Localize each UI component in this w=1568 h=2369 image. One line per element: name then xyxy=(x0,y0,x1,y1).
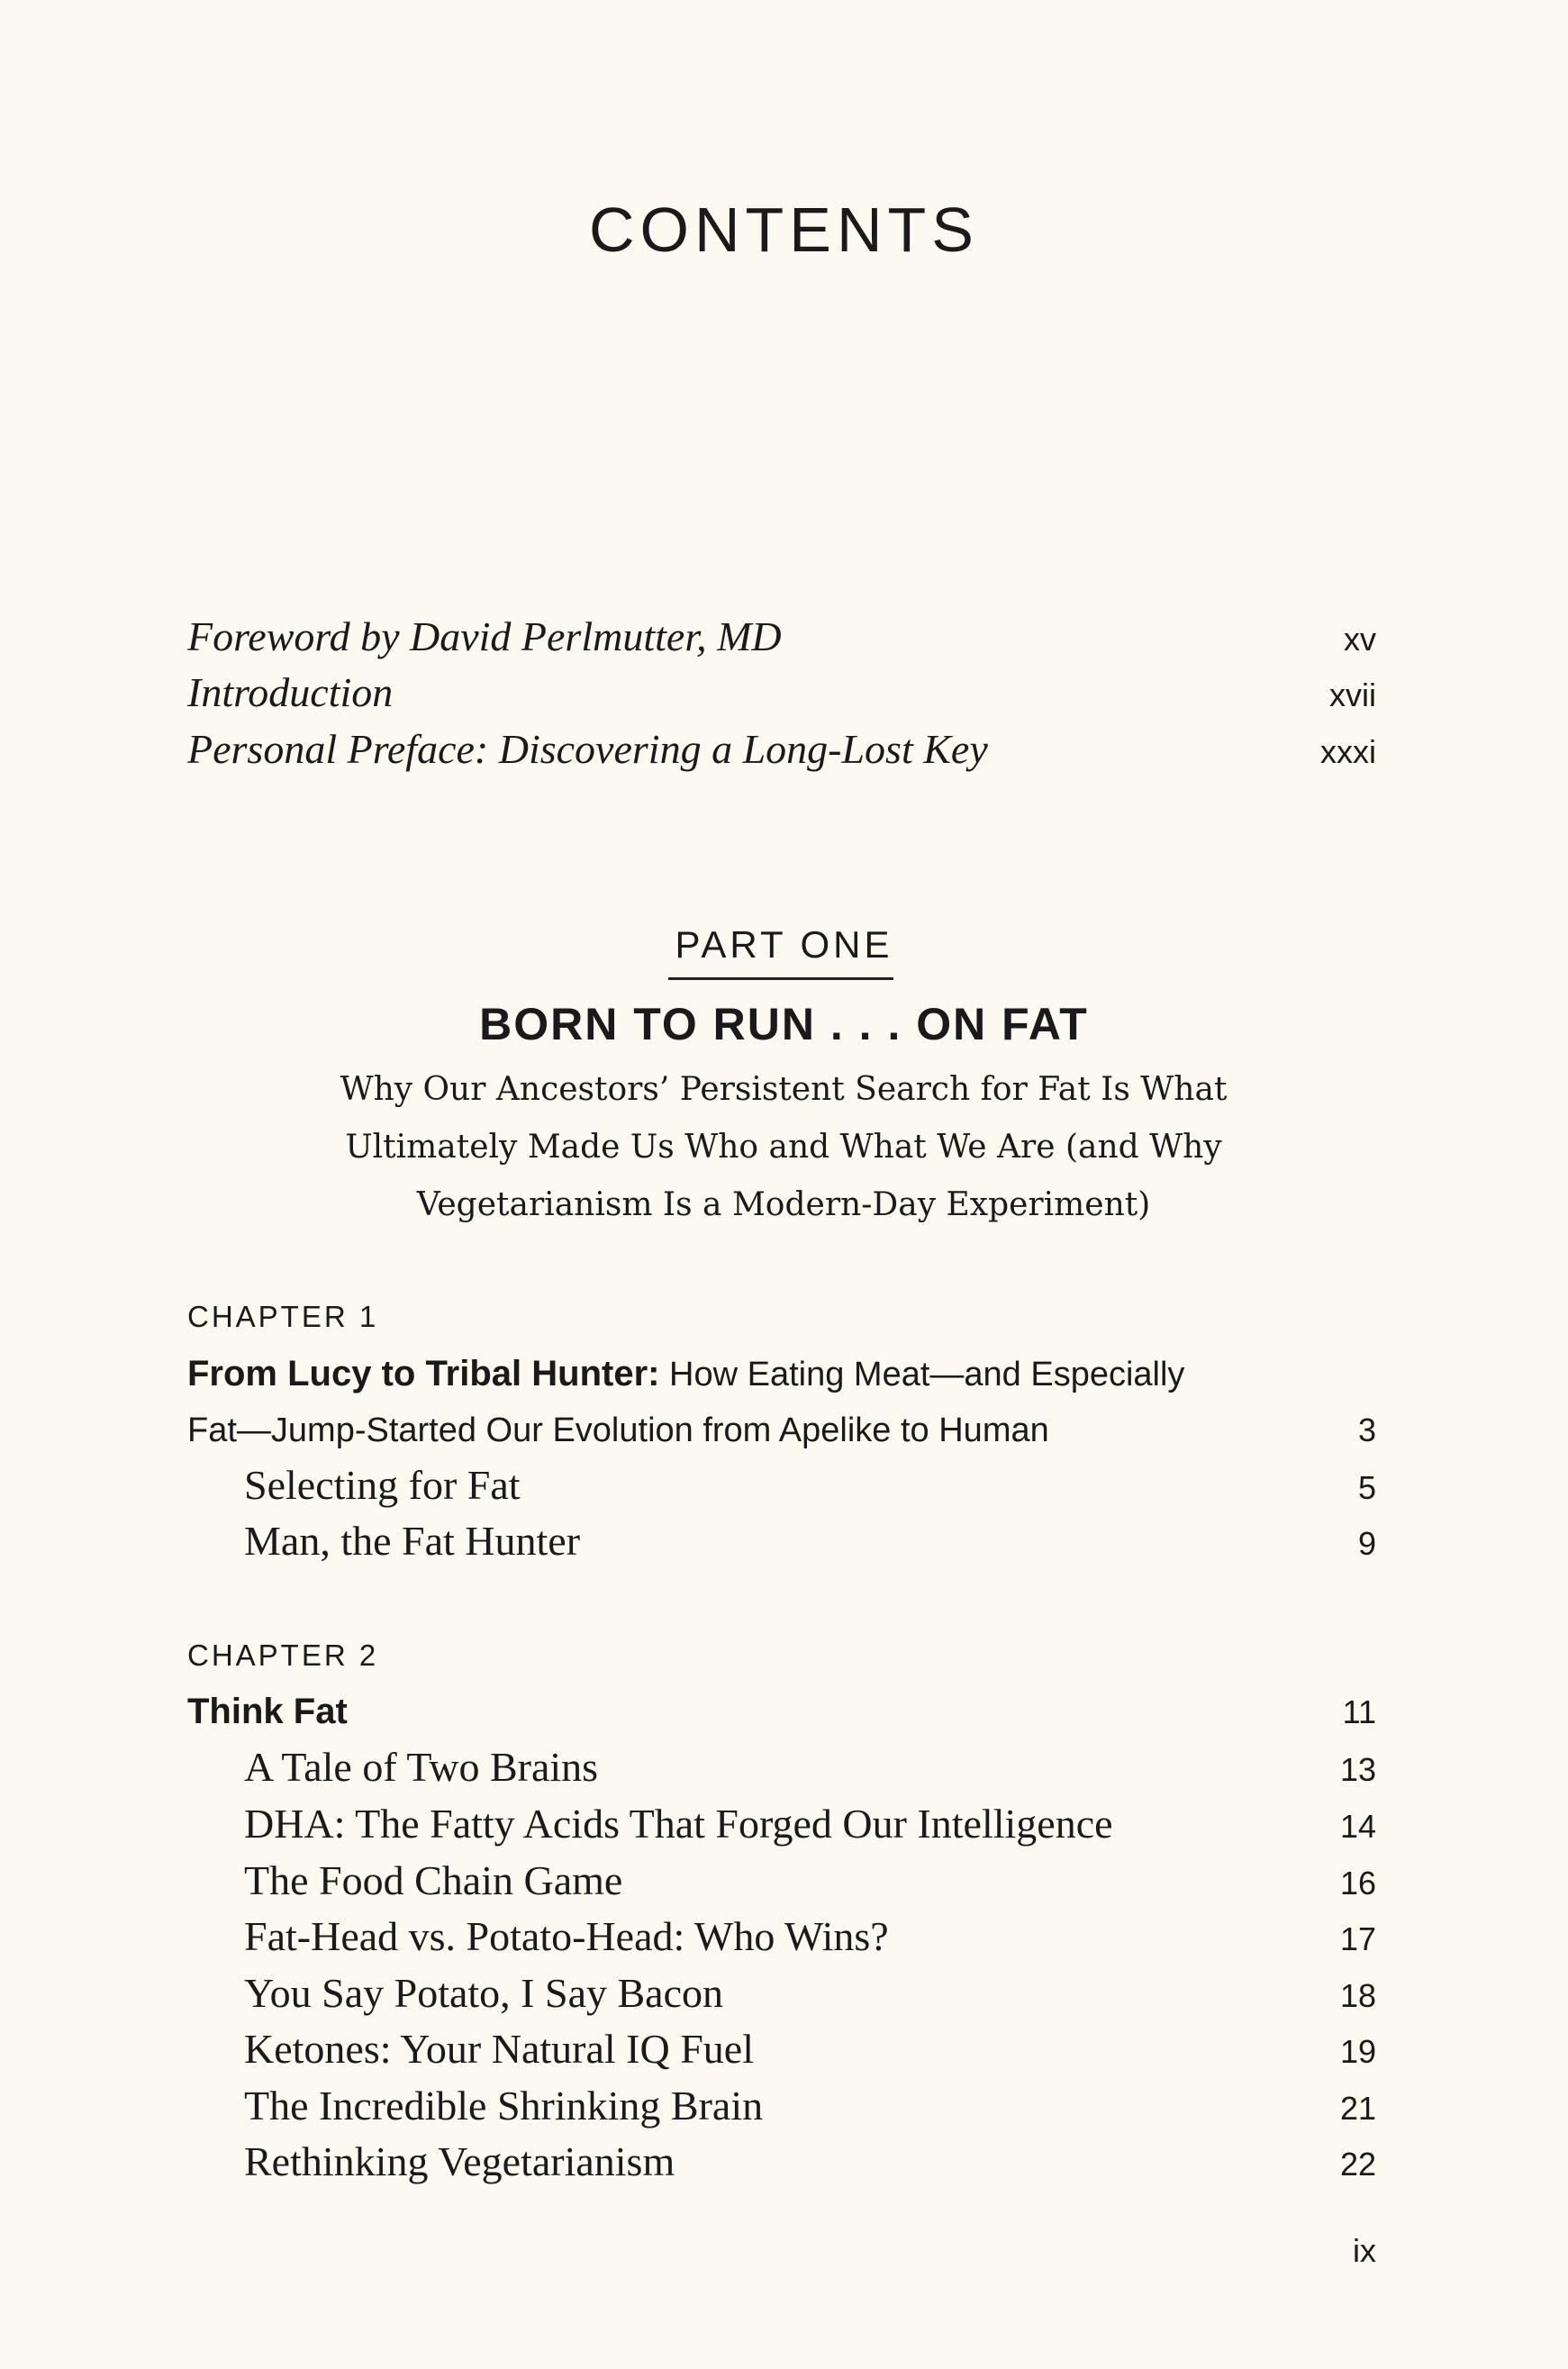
toc-entry-label: Selecting for Fat xyxy=(244,1462,521,1508)
toc-entry-label: Introduction xyxy=(187,669,394,715)
chapter-1-heading[interactable] xyxy=(187,1346,1376,1458)
chapter-2-heading[interactable] xyxy=(187,1684,1376,1740)
toc-section-entry[interactable] xyxy=(187,2078,1376,2134)
toc-section-entry[interactable] xyxy=(187,2021,1376,2077)
chapter-1-title-rest: How Eating Meat—and Especially xyxy=(659,1356,1185,1393)
toc-section-entry[interactable] xyxy=(187,1796,1376,1852)
toc-section-entry[interactable] xyxy=(187,1739,1376,1795)
toc-page-number: 16 xyxy=(1339,1865,1376,1902)
toc-page-number: xvii xyxy=(1329,676,1376,713)
toc-page-number: 22 xyxy=(1339,2146,1376,2183)
toc-entry-foreword[interactable] xyxy=(187,609,1376,665)
toc-page-number: 21 xyxy=(1339,2090,1376,2127)
toc-section-entry[interactable] xyxy=(187,1909,1376,1965)
toc-entry-label: You Say Potato, I Say Bacon xyxy=(244,1970,724,2016)
toc-section-entry[interactable] xyxy=(187,1513,1376,1569)
page-folio: ix xyxy=(1353,2232,1376,2269)
toc-entry-label: The Incredible Shrinking Brain xyxy=(244,2083,764,2128)
toc-page-number: 3 xyxy=(1357,1411,1376,1448)
toc-entry-label: Foreword by David Perlmutter, MD xyxy=(187,613,782,659)
toc-entry-preface[interactable] xyxy=(187,722,1376,777)
chapter-1-title-cont: Fat—Jump-Started Our Evolution from Apelike to Human xyxy=(187,1411,1049,1449)
toc-entry-label: Fat-Head vs. Potato-Head: Who Wins? xyxy=(244,1913,889,1959)
toc-entry-label: Personal Preface: Discovering a Long-Lost Key xyxy=(187,726,988,772)
toc-entry-label: Ketones: Your Natural IQ Fuel xyxy=(244,2026,754,2072)
page-title: CONTENTS xyxy=(589,195,979,265)
chapter-2-title-bold: Think Fat xyxy=(187,1692,348,1731)
toc-page-number: 11 xyxy=(1342,1693,1376,1730)
toc-section-entry[interactable] xyxy=(187,1457,1376,1513)
chapter-1-label: CHAPTER 1 xyxy=(187,1300,379,1333)
chapter-2-label: CHAPTER 2 xyxy=(187,1638,379,1672)
toc-section-entry[interactable] xyxy=(187,2134,1376,2190)
toc-page-number: 9 xyxy=(1357,1525,1376,1562)
toc-page-number: 13 xyxy=(1339,1751,1376,1788)
chapter-1-title-line1 xyxy=(187,1346,1376,1402)
toc-entry-label: Rethinking Vegetarianism xyxy=(244,2138,675,2184)
toc-entry-label: Man, the Fat Hunter xyxy=(244,1518,581,1564)
toc-page-number: 18 xyxy=(1339,1977,1376,2014)
toc-page-number: 5 xyxy=(1357,1469,1376,1506)
chapter-2-title-line xyxy=(187,1684,1376,1740)
toc-page-number: 14 xyxy=(1339,1808,1376,1845)
chapter-1-title-line2 xyxy=(187,1402,1376,1458)
toc-page-number: xxxi xyxy=(1320,733,1376,770)
toc-page-number: 19 xyxy=(1339,2033,1376,2070)
toc-page-number: xv xyxy=(1344,621,1376,658)
toc-entry-label: DHA: The Fatty Acids That Forged Our Intelligence xyxy=(244,1801,1113,1847)
toc-entry-introduction[interactable] xyxy=(187,665,1376,721)
toc-section-entry[interactable] xyxy=(187,1965,1376,2021)
chapter-1-title-bold: From Lucy to Tribal Hunter: xyxy=(187,1354,660,1393)
toc-entry-label: The Food Chain Game xyxy=(244,1857,623,1903)
part-title: BORN TO RUN . . . ON FAT xyxy=(479,999,1089,1049)
part-subtitle: Why Our Ancestors’ Persistent Search for Fat Is What Ultimately Made Us Who and What We Are (and Why Vegetarianism Is a Modern-Day Experiment) xyxy=(340,1071,1228,1223)
toc-entry-label: A Tale of Two Brains xyxy=(244,1744,599,1790)
toc-page-number: 17 xyxy=(1339,1920,1376,1957)
part-label: PART ONE xyxy=(675,923,893,966)
toc-section-entry[interactable] xyxy=(187,1853,1376,1909)
part-divider xyxy=(668,977,893,980)
